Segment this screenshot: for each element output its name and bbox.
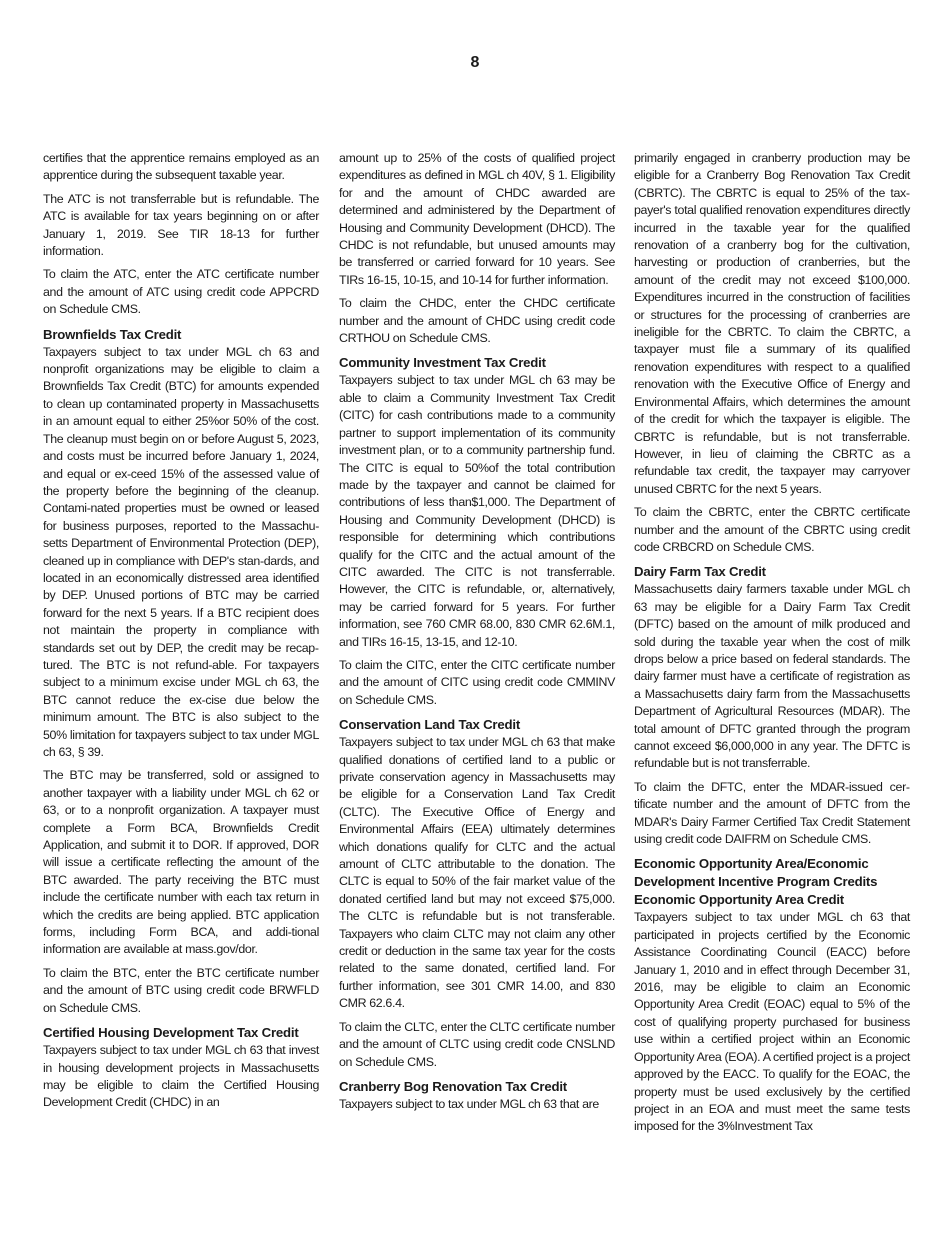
paragraph: To claim the CLTC, enter the CLTC certificate number and the amount of CLTC using credit code CNSLND on Schedule CMS. (339, 1019, 615, 1069)
section-heading: Cranberry Bog Renovation Tax Credit (339, 1078, 567, 1094)
paragraph: Taxpayers subject to tax under MGL ch 63 that are (339, 1096, 599, 1111)
section-heading: Dairy Farm Tax Credit (634, 564, 766, 580)
section-heading: Conservation Land Tax Credit (339, 717, 521, 733)
paragraph: Taxpayers subject to tax under MGL ch 63 may be able to claim a Community Investment Tax Credit (CITC) for cash contributions made to a community partner to support implementation of its community investment plan, or to a community partnership fund. The CITC is equal to 50%of the total contribution made by the taxpayer and cannot be claimed for contributions of less than$1,000. The Department of Housing and Community Development (DHCD) is responsible for determining which contributions qualify for the CITC and the actual amount of the CITC awarded. The CITC is not transferrable. However, the CITC is refundable, or, alternatively, may be carried forward for 5 years. For further information, see 760 CMR 68.00, 830 CMR 62.6M.1, and TIRs 16-15, 13-15, and 12-10. (339, 373, 615, 649)
paragraph: The BTC may be transferred, sold or assigned to another taxpayer with a liability under MGL ch 62 or 63, or to a nonprofit organization. A taxpayer must complete a Form BCA, Brownfields Credit Application, and submit it to DOR. If approved, DOR will issue a certificate reflecting the amount of the BTC awarded. The party receiving the BTC must include the certificate number with each tax return in which the credits are being applied. BTC application forms, including Form BCA, and addi-tional information are available at mass.gov/dor. (43, 768, 319, 957)
section-heading: Economic Opportunity Area/Economic Development Incentive Program Credits (634, 856, 878, 890)
paragraph: Taxpayers subject to tax under MGL ch 63 and nonprofit organizations may be eligible to claim a Brownfields Tax Credit (BTC) for amounts expended to clean up contaminated property in Massachusetts in an amount equal to either 25%or 50% of the cost. The cleanup must begin on or before August 5, 2023, and costs must be incurred before January 1, 2024, and equal or ex-ceed 15% of the assessed value of the property before the beginning of the cleanup. Contami-nated properties must be owned or leased for business purposes, reported to the Massachu-setts Department of Environmental Protection (DEP), cleaned up in compliance with DEP's stan-dards, and located in an economically distressed area identified by DEP. Unused portions of BTC may be carried forward for the next 5 years. If a BTC recipient does not maintain the property in compliance with standards set out by DEP, the credit may be recaptured. The BTC is not refund-able. For taxpayers subject to a minimum excise under MGL ch 63, the BTC cannot reduce the ex-cise due below the minimum amount. The BTC is also subject to the 50% limitation for taxpayers subject to tax under MGL ch 63, § 39. (43, 344, 319, 759)
paragraph: primarily engaged in cranberry production may be eligible for a Cranberry Bog Renovation Tax Credit (CBRTC). The CBRTC is equal to 25% of the taxpayer's total qualified renovation expenditures directly incurred in the taxable year for the qualified renovation of a cranberry bog for the cultivation, harvesting or production of cranberries, but the amount of the credit may not exceed $100,000. Expenditures incurred in the construction of facilities or structures for the processing of cranberries are ineligible for the CBRTC. To claim the CBRTC, a taxpayer must file a summary of its qualified renovation expenditures with respect to a qualified renovation with the Executive Office of Energy and Environmental Affairs, which determines the amount of the credit for which the taxpayer is eligible. The CBRTC is refundable, but is not transferrable. However, in lieu of claiming the CBRTC as a refundable tax credit, the taxpayer may carryover unused CBRTC for the next 5 years. (634, 151, 910, 496)
paragraph: To claim the CHDC, enter the CHDC certificate number and the amount of CHDC using credit code CRTHOU on Schedule CMS. (339, 296, 615, 346)
paragraph: To claim the CITC, enter the CITC certificate number and the amount of CITC using credit code CMMINV on Schedule CMS. (339, 657, 615, 707)
paragraph: To claim the CBRTC, enter the CBRTC certificate number and the amount of the CBRTC using credit code CRBCRD on Schedule CMS. (634, 505, 910, 554)
column-left (43, 150, 319, 1118)
paragraph: The ATC is not transferrable but is refundable. The ATC is available for tax years beginning on or after January 1, 2019. See TIR 18-13 for further information. (43, 191, 319, 259)
paragraph: Taxpayers subject to tax under MGL ch 63 that participated in projects certified by the Economic Assistance Coordinating Council (EACC) before January 1, 2010 and in effect through December 31, 2016, may be eligible to claim an Economic Opportunity Area Credit (EOAC) equal to 5% of the cost of qualifying property purchased for business use within a certified project within an Economic Opportunity Area (EOA). A certified project is a project approved by the EACC. To qualify for the EOAC, the property must be used exclusively by the certified project in an EOA and must meet the same tests imposed for the 3%Investment Tax (634, 910, 910, 1134)
paragraph: Taxpayers subject to tax under MGL ch 63 that invest in housing development projects in Massachusetts may be eligible to claim the Certified Housing Development Credit (CHDC) in an (43, 1043, 319, 1110)
column-middle (339, 150, 615, 1119)
paragraph: To claim the ATC, enter the ATC certificate number and the amount of ATC using credit code APPCRD on Schedule CMS. (43, 267, 319, 317)
paragraph: certifies that the apprentice remains employed as an apprentice during the subsequent taxable year. (43, 151, 319, 183)
paragraph: To claim the DFTC, enter the MDAR-issued certificate number and the amount of DFTC from the MDAR's Dairy Farmer Certified Tax Credit Statement using credit code DAIFRM on Schedule CMS. (634, 779, 910, 847)
paragraph: amount up to 25% of the costs of qualified project expenditures as defined in MGL ch 40V, § 1. Eligibility for and the amount of CHDC awarded are determined and administered by the Department of Housing and Community Development (DHCD). The CHDC is not refundable, but unused amounts may be transferred or carried forward for 10 years. See TIRs 16-15, 10-15, and 10-14 for further information. (339, 151, 615, 287)
section-heading: Certified Housing Development Tax Credit (43, 1025, 299, 1041)
paragraph: Taxpayers subject to tax under MGL ch 63 that make qualified donations of certified land to a public or private conservation agency in Massachusetts may be eligible for a Conservation Land Tax Credit (CLTC). The Executive Office of Energy and Environmental Affairs (EEA) ultimately determines which donations qualify for CLTC and the actual amount of CLTC attributable to the donation. The CLTC is equal to 50% of the fair market value of the donated certified land but may not exceed $75,000. The CLTC is refundable but is not transferable. Taxpayers who claim CLTC may not claim any other credit or deduction in the same tax year for the costs related to the same donated, certified land. For further information, see 301 CMR 14.00, and 830 CMR 62.6.4. (339, 735, 615, 1011)
page-number: 8 (470, 54, 480, 71)
paragraph: Massachusetts dairy farmers taxable under MGL ch 63 may be eligible for a Dairy Farm Tax Credit (DFTC) based on the amount of milk produced and sold during the taxable year when the cost of milk drops below a price based on federal standards. The dairy farmer must have a certificate of registration as a Massachusetts dairy farm from the Massachusetts Department of Agricultural Resources (MDAR). The total amount of DFTC granted through the program cannot exceed $6,000,000 in any year. The DFTC is refundable but is not transferrable. (634, 582, 910, 771)
section-heading: Brownfields Tax Credit (43, 326, 182, 342)
paragraph: To claim the BTC, enter the BTC certificate number and the amount of BTC using credit code BRWFLD on Schedule CMS. (43, 965, 319, 1015)
column-right (634, 150, 910, 1142)
section-heading: Community Investment Tax Credit (339, 355, 546, 371)
subsection-heading: Economic Opportunity Area Credit (634, 892, 844, 908)
